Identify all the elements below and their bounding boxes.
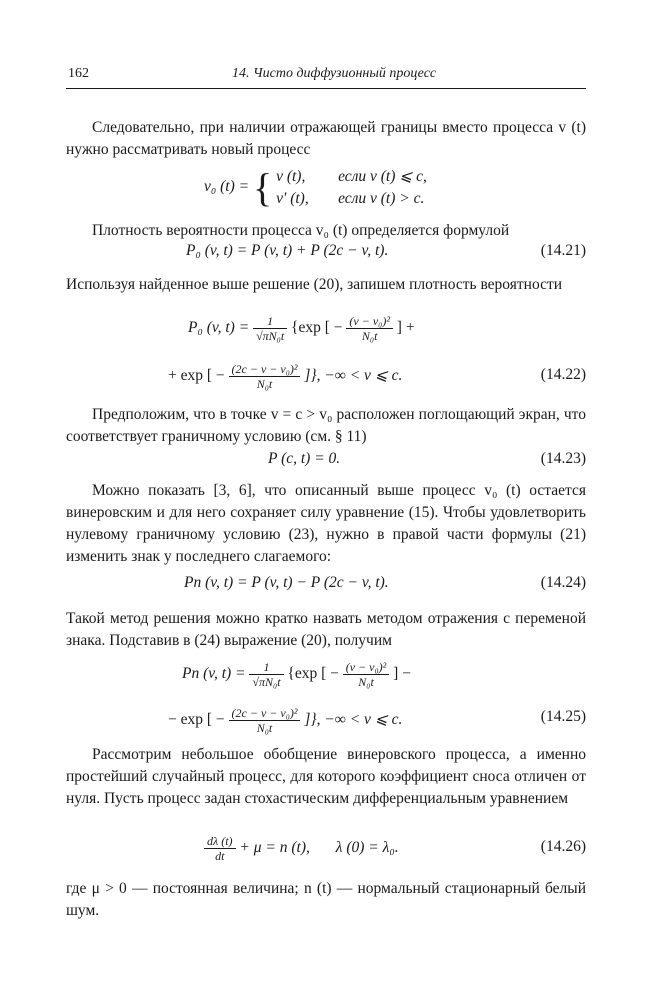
eq26-d-num: dλ (t): [204, 834, 236, 849]
eq25-line2-pre: − exp [ −: [168, 711, 225, 729]
eq25-exp1-fraction: [343, 660, 390, 689]
cases-lhs: v₀ (t) =: [204, 178, 250, 196]
eq25-coefficient: [249, 660, 283, 689]
equation-number-14-25: (14.25): [540, 708, 586, 725]
eq22-line2-post: ]}, −∞ < v ⩽ c.: [304, 367, 403, 385]
eq25-exp1-den: N₀t: [358, 675, 374, 689]
equation-number-14-23: (14.23): [540, 450, 586, 467]
equation-14-24: Pп (v, t) = P (v, t) − P (2c − v, t).: [184, 574, 389, 591]
eq22-exp1-den: N₀t: [361, 329, 378, 343]
eq22-coef-den: √πN₀t: [256, 329, 285, 343]
eq26-derivative: [204, 834, 236, 863]
cases-row2-condition: если v (t) > c.: [338, 189, 425, 207]
equation-14-25-line1: [182, 660, 411, 689]
equation-number-14-21: (14.21): [540, 242, 586, 259]
eq25-coef-num: 1: [249, 660, 283, 675]
equation-14-25-line2: [168, 706, 402, 735]
eq22-exp1-pre: {exp [ −: [291, 319, 343, 337]
eq22-exp1-post: ] +: [396, 319, 415, 337]
eq25-exp2-fraction: [229, 706, 301, 735]
eq25-exp1-pre: {exp [ −: [287, 665, 339, 683]
page-number: 162: [68, 66, 89, 81]
eq22-exp2-den: N₀t: [256, 377, 273, 391]
eq25-exp2-den: N₀t: [256, 721, 273, 735]
eq25-lhs: Pп (v, t) =: [182, 665, 246, 683]
eq25-exp1-num: (v − v₀)²: [343, 660, 390, 675]
paragraph-6: Такой метод решения можно кратко назвать методом отражения с переменой знака. Подставив в (24) выражение (20), получим: [66, 610, 586, 649]
cases-block: [276, 166, 427, 210]
equation-14-22-line1: [188, 314, 415, 343]
eq22-exp2-num: (2c − v − v₀)²: [229, 362, 301, 377]
equation-cases: [204, 164, 427, 211]
paragraph-8: где μ > 0 — постоянная величина; n (t) — нормальный стационарный белый шум.: [66, 880, 586, 919]
eq22-exp2-fraction: [229, 362, 301, 391]
paragraph-3: Используя найденное выше решение (20), запишем плотность вероятности: [66, 276, 563, 293]
cases-row1-condition: если v (t) ⩽ c,: [338, 167, 427, 185]
eq26-rest: + μ = n (t),: [239, 839, 310, 857]
eq25-exp1-post: ] −: [393, 665, 411, 683]
cases-brace: {: [252, 165, 273, 210]
eq22-coef-num: 1: [253, 314, 287, 329]
paragraph-4: Предположим, что в точке v = c > v₀ расположен поглощающий экран, что соответствует граничному условию (см. § 11): [66, 406, 586, 445]
eq25-coef-den: √πN₀t: [252, 675, 281, 689]
eq26-initial-condition: λ (0) = λ₀.: [335, 839, 399, 857]
paragraph-1: Следовательно, при наличии отражающей границы вместо процесса v (t) нужно рассматривать новый процесс: [66, 119, 586, 158]
eq25-exp2-num: (2c − v − v₀)²: [229, 706, 301, 721]
equation-number-14-24: (14.24): [540, 574, 586, 591]
running-title: 14. Чисто диффузионный процесс: [232, 66, 437, 81]
equation-14-22-line2: [168, 362, 402, 391]
equation-14-21: P₀ (v, t) = P (v, t) + P (2c − v, t).: [186, 242, 389, 259]
equation-number-14-22: (14.22): [540, 366, 586, 383]
eq22-exp1-num: (v − v₀)²: [346, 314, 393, 329]
paragraph-2: Плотность вероятности процесса v₀ (t) определяется формулой: [92, 222, 510, 239]
eq26-d-den: dt: [215, 849, 225, 863]
cases-row1-value: v (t),: [276, 167, 306, 185]
eq22-lhs: P₀ (v, t) =: [188, 319, 250, 337]
header-rule: [66, 88, 586, 89]
eq22-line2-pre: + exp [ −: [168, 367, 225, 385]
eq25-line2-post: ]}, −∞ < v ⩽ c.: [304, 711, 403, 729]
equation-14-26: [204, 834, 399, 863]
cases-row2-value: v′ (t),: [276, 189, 309, 207]
equation-number-14-26: (14.26): [540, 838, 586, 855]
paragraph-5: Можно показать [3, 6], что описанный выше процесс v₀ (t) остается винеровским и для него сохраняет силу уравнение (15). Чтобы удовлетворить нулевому граничному условию (23), нужно в правой части формулы (21) изменить знак у последнего слагаемого:: [66, 482, 586, 565]
equation-14-23: P (c, t) = 0.: [268, 450, 341, 467]
eq22-coefficient: [253, 314, 287, 343]
paragraph-7: Рассмотрим небольшое обобщение винеровского процесса, а именно простейший случайный процесс, для которого коэффициент сноса отличен от нуля. Пусть процесс задан стохастическим дифференциальным уравнением: [66, 746, 586, 807]
eq22-exp1-fraction: [346, 314, 393, 343]
